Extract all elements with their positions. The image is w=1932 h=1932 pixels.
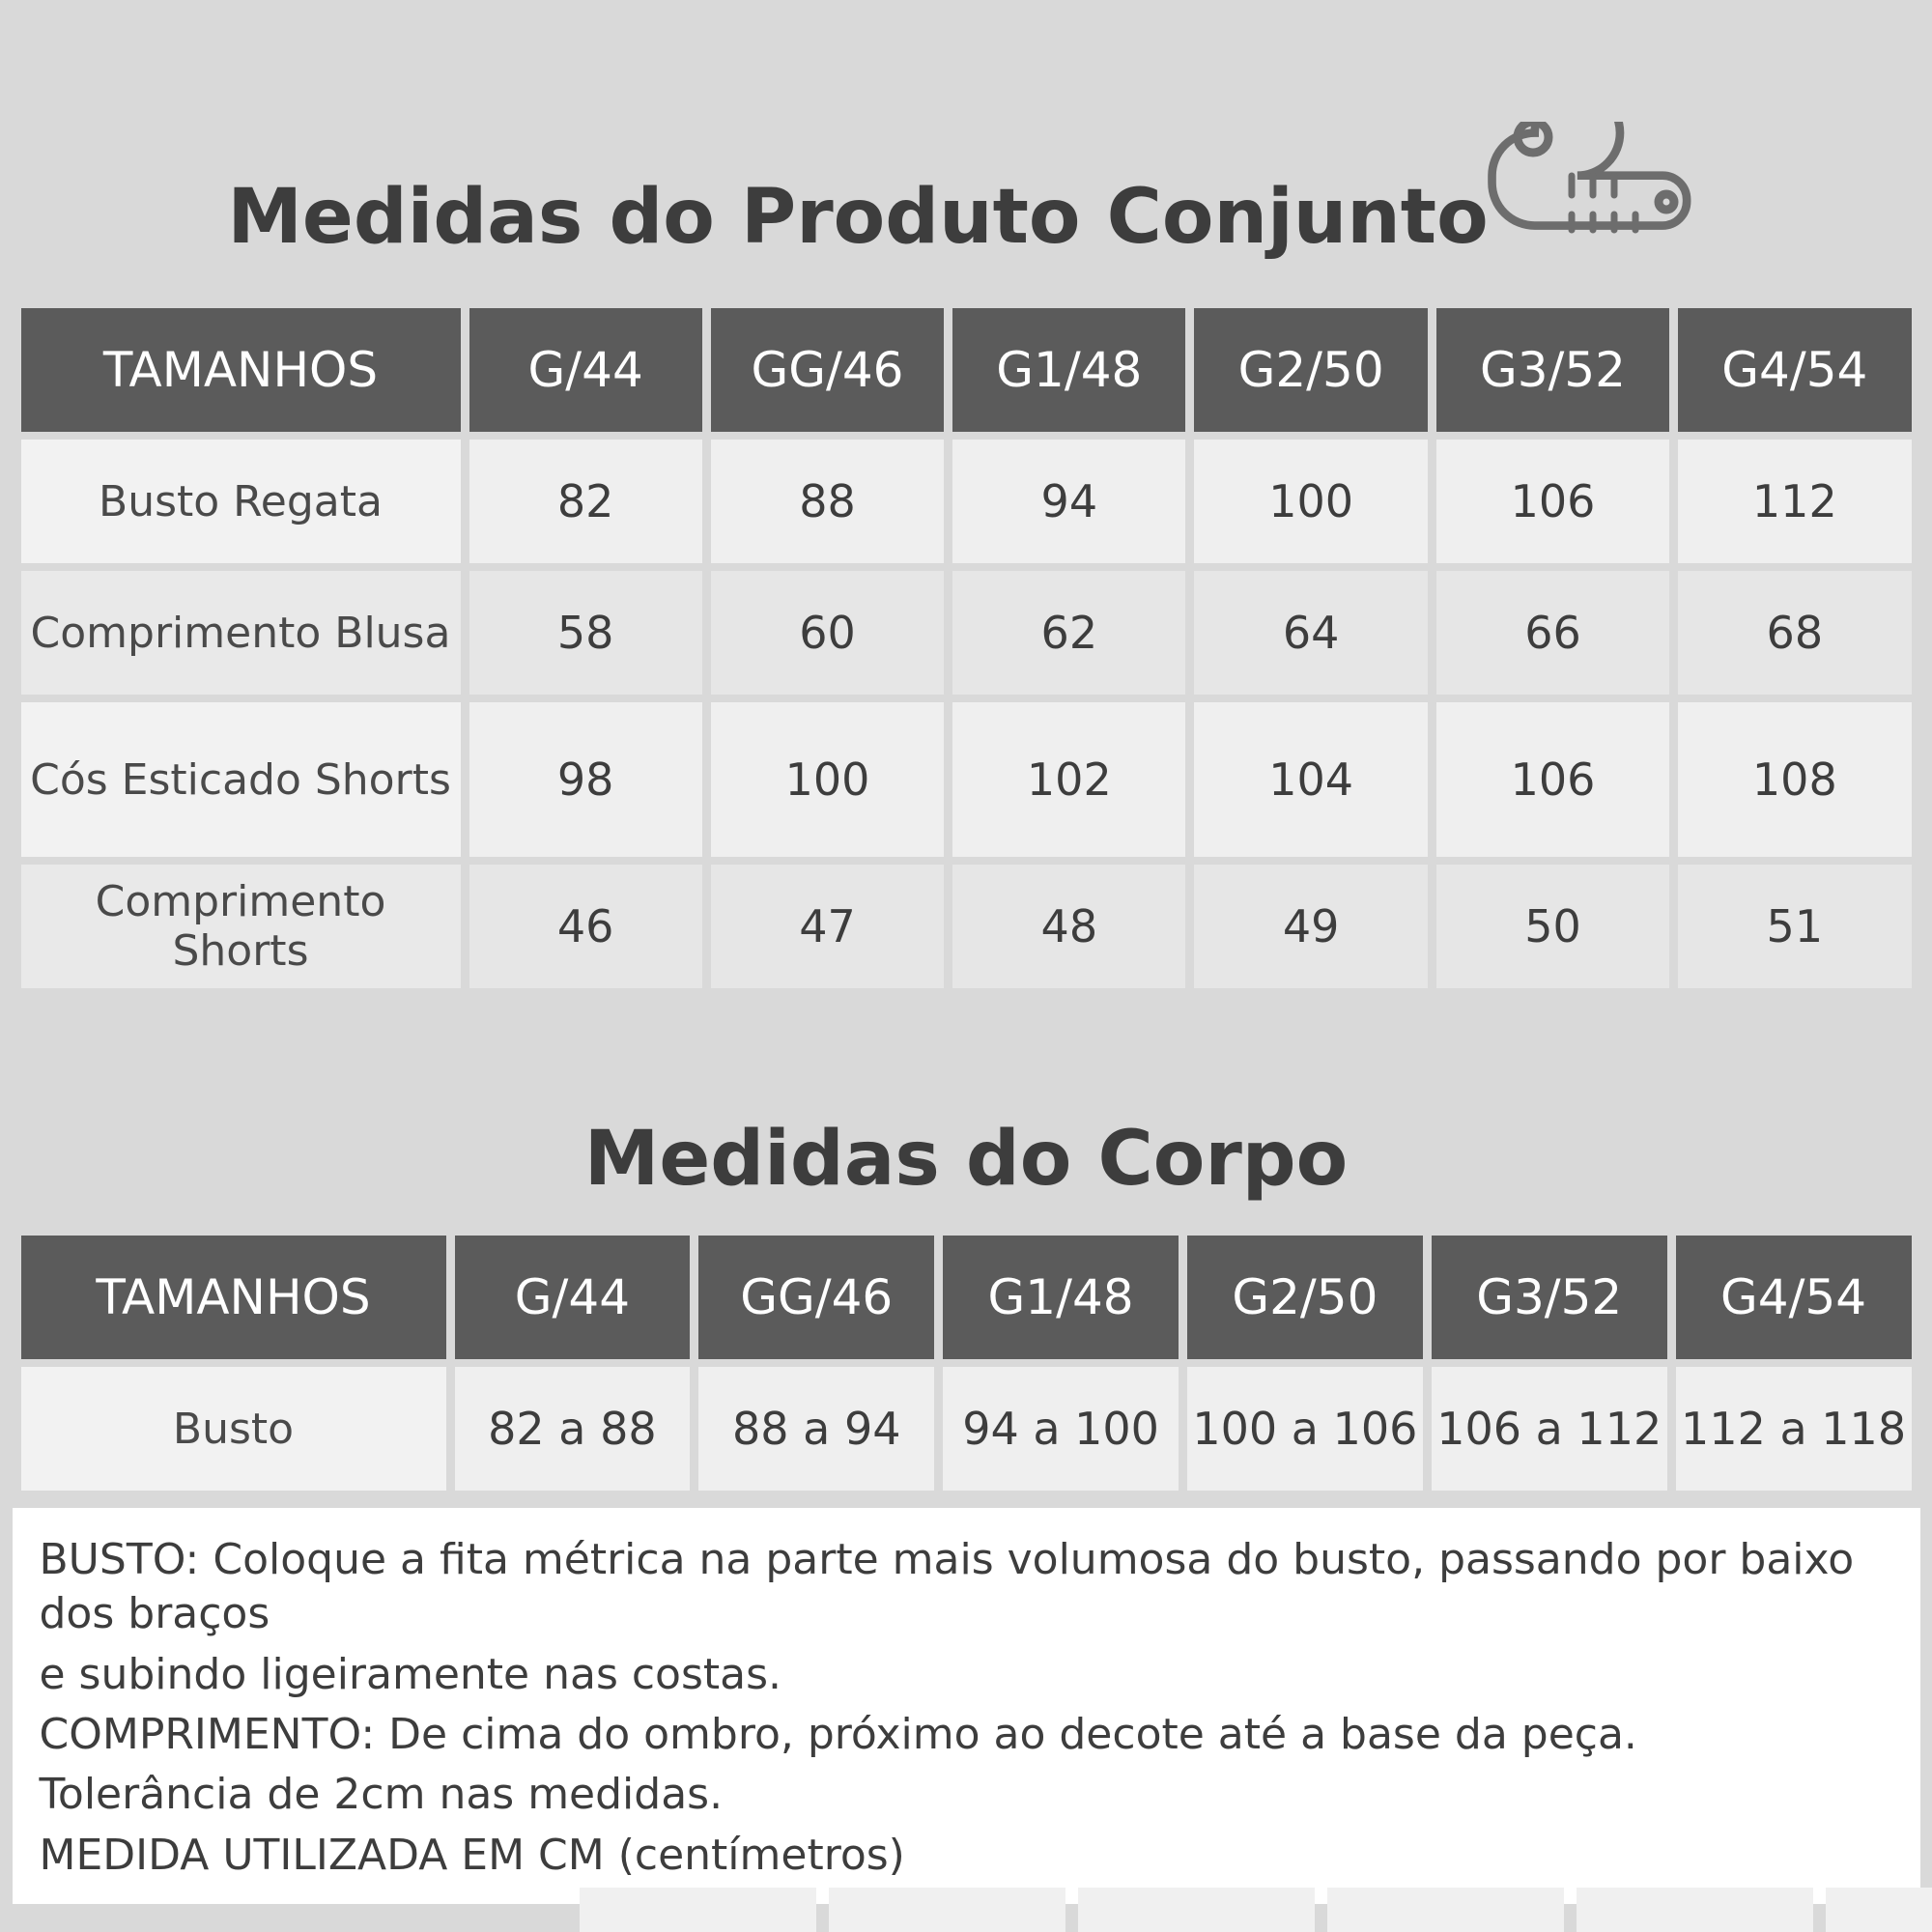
bottom-box-1 [580,1888,816,1932]
cell-cos-esticado-g44: 98 [469,702,702,857]
body-header-cell-sizes: TAMANHOS [21,1236,446,1359]
cell-cos-esticado-g250: 104 [1194,702,1427,857]
body-header-cell-g250: G2/50 [1187,1236,1423,1359]
cell-comprimento-blusa-g250: 64 [1194,571,1427,695]
cell-busto-g352: 106 a 112 [1432,1367,1667,1491]
row-label-comprimento-shorts: Comprimento Shorts [21,865,461,988]
table-row [21,865,1912,988]
cell-comprimento-shorts-g454: 51 [1678,865,1911,988]
cell-comprimento-shorts-g44: 46 [469,865,702,988]
header-cell-g454: G4/54 [1678,308,1911,432]
table-row [21,702,1912,857]
table-row [21,440,1912,563]
cell-comprimento-shorts-g352: 50 [1436,865,1669,988]
bottom-box-4 [1327,1888,1564,1932]
row-label-comprimento-blusa: Comprimento Blusa [21,571,461,695]
body-header-cell-g44: G/44 [455,1236,691,1359]
cell-busto-regata-g148: 94 [952,440,1185,563]
table-row [21,571,1912,695]
measuring-tape-icon [1483,122,1705,279]
cell-cos-esticado-g352: 106 [1436,702,1669,857]
note-busto-line1: BUSTO: Coloque a fita métrica na parte mais volumosa do busto, passando por baixo dos braços [39,1535,1855,1639]
header-cell-g44: G/44 [469,308,702,432]
cell-busto-regata-g454: 112 [1678,440,1911,563]
section-spacer [0,996,1932,1046]
bottom-box-2 [829,1888,1065,1932]
row-label-busto: Busto [21,1367,446,1491]
header-cell-g352: G3/52 [1436,308,1669,432]
bottom-cut-off-row [0,1888,1932,1932]
body-header-cell-gg46: GG/46 [698,1236,934,1359]
cell-busto-regata-gg46: 88 [711,440,944,563]
cell-busto-g148: 94 a 100 [943,1367,1179,1491]
cell-busto-g454: 112 a 118 [1676,1367,1912,1491]
header-cell-gg46: GG/46 [711,308,944,432]
cell-cos-esticado-gg46: 100 [711,702,944,857]
cell-busto-gg46: 88 a 94 [698,1367,934,1491]
cell-cos-esticado-g454: 108 [1678,702,1911,857]
cell-comprimento-blusa-g352: 66 [1436,571,1669,695]
note-tolerancia: Tolerância de 2cm nas medidas. [39,1770,724,1820]
cell-comprimento-blusa-gg46: 60 [711,571,944,695]
cell-comprimento-blusa-g454: 68 [1678,571,1911,695]
body-header-cell-g352: G3/52 [1432,1236,1667,1359]
table-row [21,1367,1912,1491]
cell-busto-regata-g352: 106 [1436,440,1669,563]
table-header-row [21,308,1912,432]
note-comprimento: COMPRIMENTO: De cima do ombro, próximo ao decote até a base da peça. [39,1709,1637,1759]
cell-comprimento-blusa-g148: 62 [952,571,1185,695]
row-label-cos-esticado-shorts: Cós Esticado Shorts [21,702,461,857]
table-header-row [21,1236,1912,1359]
cell-cos-esticado-g148: 102 [952,702,1185,857]
body-measurements-table [13,1228,1920,1498]
cell-comprimento-shorts-g250: 49 [1194,865,1427,988]
note-unidade: MEDIDA UTILIZADA EM CM (centímetros) [39,1830,905,1880]
bottom-box-3 [1078,1888,1315,1932]
body-section-title: Medidas do Corpo [583,1116,1349,1203]
cell-busto-regata-g44: 82 [469,440,702,563]
note-busto-line2: e subindo ligeiramente nas costas. [39,1649,782,1699]
cell-comprimento-shorts-g148: 48 [952,865,1185,988]
cell-comprimento-shorts-gg46: 47 [711,865,944,988]
cell-busto-g250: 100 a 106 [1187,1367,1423,1491]
product-title-text: Medidas do Produto Conjunto [227,173,1489,261]
cell-comprimento-blusa-g44: 58 [469,571,702,695]
row-label-busto-regata: Busto Regata [21,440,461,563]
header-cell-g250: G2/50 [1194,308,1427,432]
body-header-cell-g454: G4/54 [1676,1236,1912,1359]
product-section-title [0,0,1932,300]
header-cell-g148: G1/48 [952,308,1185,432]
bottom-box-5 [1577,1888,1813,1932]
product-measurements-table [13,300,1920,996]
header-cell-sizes: TAMANHOS [21,308,461,432]
cell-busto-regata-g250: 100 [1194,440,1427,563]
measurement-instructions [13,1508,1920,1904]
bottom-box-6 [1826,1888,1932,1932]
body-header-cell-g148: G1/48 [943,1236,1179,1359]
cell-busto-g44: 82 a 88 [455,1367,691,1491]
